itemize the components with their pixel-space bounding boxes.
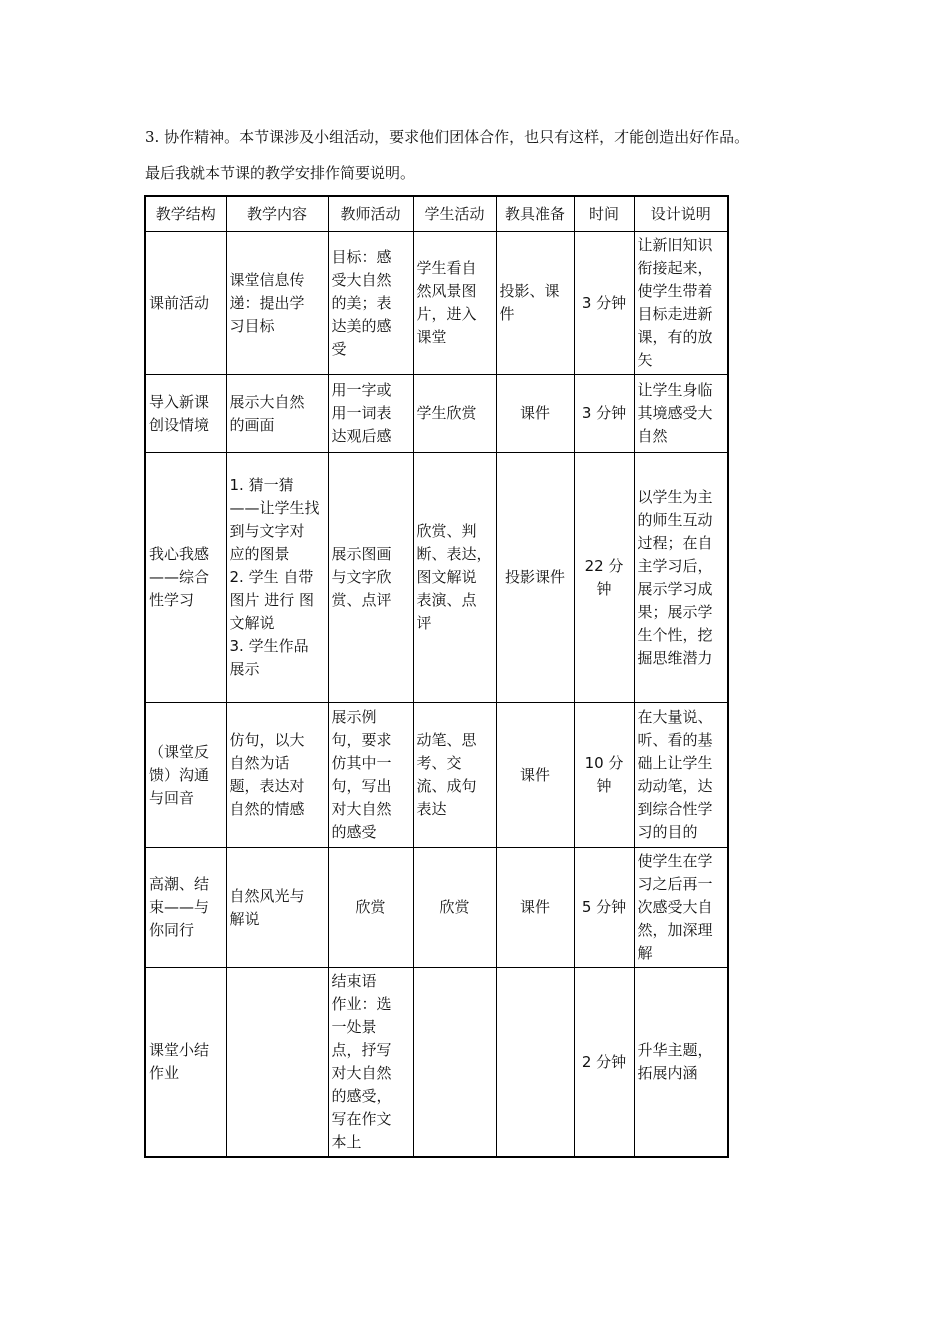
cell-text: 22 分 钟 bbox=[584, 556, 624, 598]
table-cell bbox=[634, 968, 728, 1158]
cell-text: 课堂信息传 递：提出学 习目标 bbox=[229, 270, 305, 335]
table-cell bbox=[496, 375, 574, 453]
table-cell bbox=[574, 848, 634, 968]
header-cell: 教学结构 bbox=[145, 196, 226, 232]
cell-text: 展示例 句，要求 仿其中一 句，写出 对大自然 的感受 bbox=[331, 708, 392, 841]
cell-text: 以学生为主 的师生互动 过程；在自 主学习后， 展示学习成 果；展示学 生个性，挖 掘思维潜力 bbox=[637, 487, 713, 667]
cell-text: 学生看自 然风景图 片，进入 课堂 bbox=[416, 259, 477, 346]
cell-text: 在大量说、 听、看的基 础上让学生 动动笔，达 到综合性学 习的目的 bbox=[637, 708, 713, 841]
cell-text: 升华主题， 拓展内涵 bbox=[637, 1041, 713, 1082]
table-cell bbox=[226, 453, 328, 703]
cell-text: 学生欣赏 bbox=[416, 404, 477, 422]
table-cell bbox=[145, 703, 226, 848]
table-cell bbox=[328, 453, 413, 703]
table-row bbox=[145, 703, 728, 848]
table-cell bbox=[634, 453, 728, 703]
table-cell bbox=[496, 968, 574, 1158]
table-cell bbox=[328, 848, 413, 968]
cell-text: 课件 bbox=[519, 898, 550, 916]
cell-text: 导入新课 创设情境 bbox=[149, 392, 210, 434]
intro-paragraph-2: 最后我就本节课的教学安排作简要说明。 bbox=[145, 164, 416, 182]
table-cell bbox=[145, 968, 226, 1158]
table-cell bbox=[145, 375, 226, 453]
table-header-row bbox=[145, 196, 728, 232]
table-cell bbox=[413, 848, 496, 968]
lesson-plan-table bbox=[144, 195, 729, 1158]
table-row bbox=[145, 232, 728, 375]
table-cell bbox=[226, 848, 328, 968]
cell-text: 高潮、结 束——与 你同行 bbox=[149, 875, 210, 939]
cell-text: 欣赏 bbox=[439, 898, 470, 916]
table-cell bbox=[634, 375, 728, 453]
cell-text: 展示图画 与文字欣 赏、点评 bbox=[331, 545, 392, 609]
table-cell bbox=[634, 232, 728, 375]
cell-text: 课件 bbox=[519, 765, 550, 784]
cell-text: 仿句，以大 自然为话 题，表达对 自然的情感 bbox=[229, 731, 305, 818]
cell-text: 2 分钟 bbox=[581, 1052, 627, 1071]
cell-text: 欣赏 bbox=[355, 898, 386, 916]
cell-text: 用一字或 用一词表 达观后感 bbox=[331, 381, 392, 445]
cell-text: 投影课件 bbox=[504, 568, 565, 586]
table-cell bbox=[574, 453, 634, 703]
cell-text: 3 分钟 bbox=[581, 293, 627, 312]
table-cell bbox=[413, 968, 496, 1158]
cell-text: 课件 bbox=[519, 404, 550, 422]
cell-text: 目标：感 受大自然 的美；表 达美的感 受 bbox=[331, 247, 392, 358]
cell-text: 结束语 作业：选 一处景 点，抒写 对大自然 的感受， 写在作文 本上 bbox=[331, 972, 392, 1151]
cell-text: 5 分钟 bbox=[581, 898, 627, 916]
cell-text: 让新旧知识 衔接起来， 使学生带着 目标走进新 课，有的放 矢 bbox=[637, 236, 713, 369]
cell-text: 投影、课 件 bbox=[499, 282, 560, 323]
table-cell bbox=[496, 232, 574, 375]
intro-paragraph-1: 3. 协作精神。本节课涉及小组活动，要求他们团体合作，也只有这样，才能创造出好作品。 bbox=[145, 128, 750, 146]
table-row bbox=[145, 375, 728, 453]
header-cell: 教师活动 bbox=[328, 196, 413, 232]
cell-text: 1. 猜一猜 ——让学生找 到与文字对 应的图景 2. 学生 自带 图片 进行 图 文解说 3. 学生作品 展示 bbox=[229, 476, 320, 678]
cell-text: 让学生身临 其境感受大 自然 bbox=[637, 381, 713, 445]
cell-text: 欣赏、判 断、表达， 图文解说 表演、点 评 bbox=[416, 522, 492, 632]
cell-text: 自然风光与 解说 bbox=[229, 886, 305, 928]
header-cell: 设计说明 bbox=[634, 196, 728, 232]
table-cell bbox=[328, 703, 413, 848]
header-cell: 教学内容 bbox=[226, 196, 328, 232]
table-cell bbox=[145, 848, 226, 968]
table-cell bbox=[496, 703, 574, 848]
table-cell bbox=[496, 848, 574, 968]
table-cell bbox=[226, 375, 328, 453]
cell-text: 课堂小结 作业 bbox=[149, 1041, 210, 1082]
table-cell bbox=[328, 232, 413, 375]
cell-text: 3 分钟 bbox=[581, 404, 627, 422]
cell-text: 展示大自然 的画面 bbox=[229, 392, 305, 434]
table-cell bbox=[145, 453, 226, 703]
header-cell: 学生活动 bbox=[413, 196, 496, 232]
table-cell bbox=[634, 703, 728, 848]
table-cell bbox=[413, 232, 496, 375]
table-cell bbox=[413, 703, 496, 848]
table-cell bbox=[226, 703, 328, 848]
table-cell bbox=[145, 232, 226, 375]
table-cell bbox=[226, 968, 328, 1158]
table-row bbox=[145, 453, 728, 703]
table-cell bbox=[574, 375, 634, 453]
table-cell bbox=[634, 848, 728, 968]
cell-text: 10 分 钟 bbox=[584, 754, 624, 795]
cell-text: 使学生在学 习之后再一 次感受大自 然，加深理 解 bbox=[637, 852, 713, 962]
header-cell: 时间 bbox=[574, 196, 634, 232]
table-cell bbox=[496, 453, 574, 703]
table-cell bbox=[328, 968, 413, 1158]
header-cell: 教具准备 bbox=[496, 196, 574, 232]
cell-text: 我心我感 ——综合 性学习 bbox=[149, 545, 210, 609]
table-cell bbox=[413, 375, 496, 453]
table-cell bbox=[226, 232, 328, 375]
table-row bbox=[145, 968, 728, 1158]
cell-text: 课前活动 bbox=[149, 293, 210, 312]
table-row bbox=[145, 848, 728, 968]
table-cell bbox=[574, 968, 634, 1158]
table-cell bbox=[574, 232, 634, 375]
table-cell bbox=[413, 453, 496, 703]
table-cell bbox=[328, 375, 413, 453]
table-cell bbox=[574, 703, 634, 848]
cell-text: 动笔、思 考、交 流、成句 表达 bbox=[416, 731, 477, 818]
cell-text: （课堂反 馈）沟通 与回音 bbox=[149, 742, 210, 807]
